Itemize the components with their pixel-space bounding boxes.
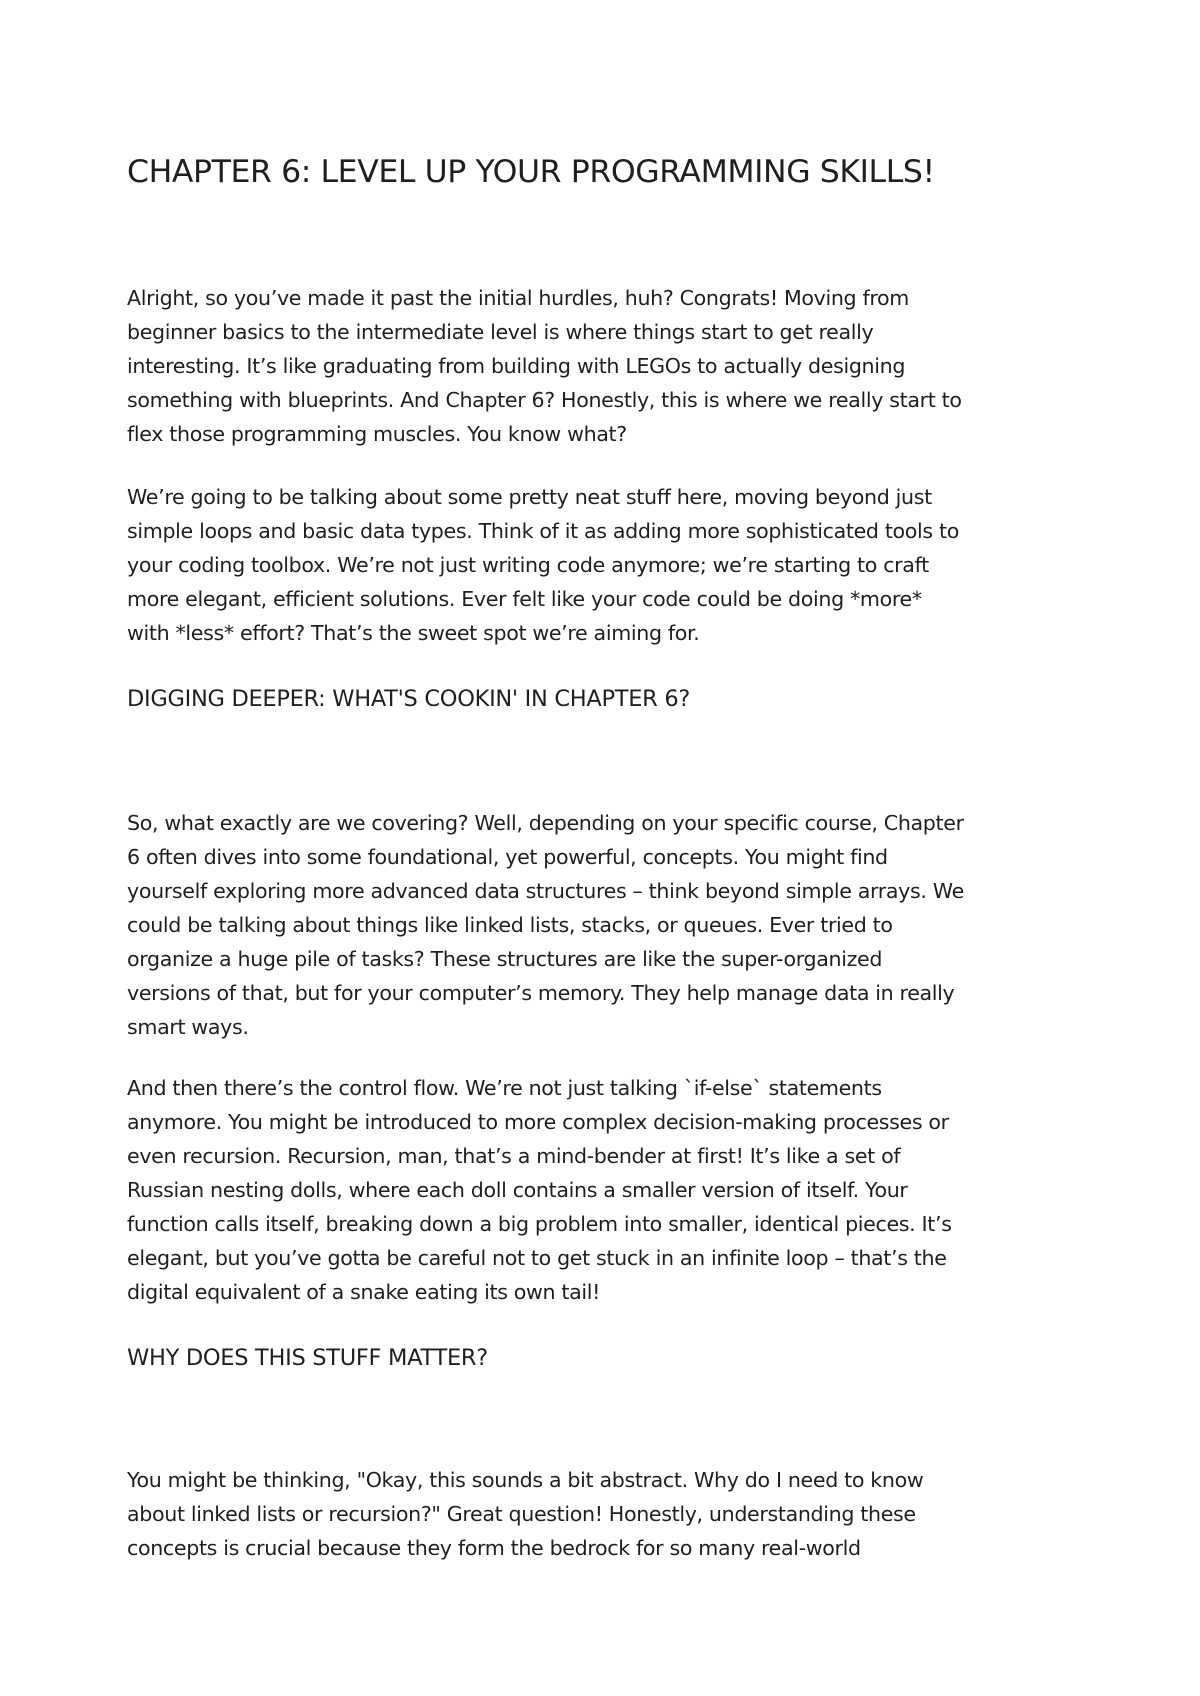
paragraph-line: interesting. It’s like graduating from building with LEGOs to actually designing — [127, 354, 906, 378]
chapter-title: CHAPTER 6: LEVEL UP YOUR PROGRAMMING SKILLS! — [127, 154, 935, 190]
section-2-paragraph-1 — [127, 1463, 1087, 1565]
paragraph-line: with *less* effort? That’s the sweet spot we’re aiming for. — [127, 621, 700, 645]
paragraph-line: So, what exactly are we covering? Well, depending on your specific course, Chapter — [127, 811, 964, 835]
section-heading-why-matter: WHY DOES THIS STUFF MATTER? — [127, 1345, 488, 1371]
paragraph-line: elegant, but you’ve gotta be careful not to get stuck in an infinite loop – that’s the — [127, 1246, 947, 1270]
paragraph-line: flex those programming muscles. You know what? — [127, 422, 627, 446]
paragraph-line: beginner basics to the intermediate level is where things start to get really — [127, 320, 874, 344]
paragraph-line: concepts is crucial because they form the bedrock for so many real-world — [127, 1536, 861, 1560]
paragraph-line: your coding toolbox. We’re not just writing code anymore; we’re starting to craft — [127, 553, 929, 577]
paragraph-line: more elegant, efficient solutions. Ever felt like your code could be doing *more* — [127, 587, 922, 611]
paragraph-line: organize a huge pile of tasks? These structures are like the super-organized — [127, 947, 883, 971]
paragraph-line: smart ways. — [127, 1015, 249, 1039]
paragraph-line: something with blueprints. And Chapter 6? Honestly, this is where we really start to — [127, 388, 962, 412]
section-1-paragraph-2 — [127, 1071, 1087, 1309]
paragraph-line: yourself exploring more advanced data structures – think beyond simple arrays. We — [127, 879, 964, 903]
paragraph-line: Alright, so you’ve made it past the initial hurdles, huh? Congrats! Moving from — [127, 286, 909, 310]
paragraph-line: versions of that, but for your computer’s memory. They help manage data in really — [127, 981, 955, 1005]
paragraph-line: anymore. You might be introduced to more complex decision-making processes or — [127, 1110, 949, 1134]
paragraph-line: about linked lists or recursion?" Great question! Honestly, understanding these — [127, 1502, 916, 1526]
paragraph-line: 6 often dives into some foundational, yet powerful, concepts. You might find — [127, 845, 888, 869]
section-heading-digging-deeper: DIGGING DEEPER: WHAT'S COOKIN' IN CHAPTER 6? — [127, 686, 690, 712]
intro-paragraph-2 — [127, 480, 1087, 650]
paragraph-line: We’re going to be talking about some pretty neat stuff here, moving beyond just — [127, 485, 932, 509]
paragraph-line: You might be thinking, "Okay, this sounds a bit abstract. Why do I need to know — [127, 1468, 924, 1492]
paragraph-line: even recursion. Recursion, man, that’s a mind-bender at first! It’s like a set of — [127, 1144, 901, 1168]
paragraph-line: could be talking about things like linked lists, stacks, or queues. Ever tried to — [127, 913, 893, 937]
intro-paragraph-1 — [127, 281, 1087, 451]
paragraph-line: function calls itself, breaking down a big problem into smaller, identical pieces. It’s — [127, 1212, 952, 1236]
paragraph-line: simple loops and basic data types. Think of it as adding more sophisticated tools to — [127, 519, 959, 543]
paragraph-line: Russian nesting dolls, where each doll contains a smaller version of itself. Your — [127, 1178, 908, 1202]
paragraph-line: And then there’s the control flow. We’re not just talking `if-else` statements — [127, 1076, 882, 1100]
section-1-paragraph-1 — [127, 806, 1087, 1044]
paragraph-line: digital equivalent of a snake eating its own tail! — [127, 1280, 601, 1304]
